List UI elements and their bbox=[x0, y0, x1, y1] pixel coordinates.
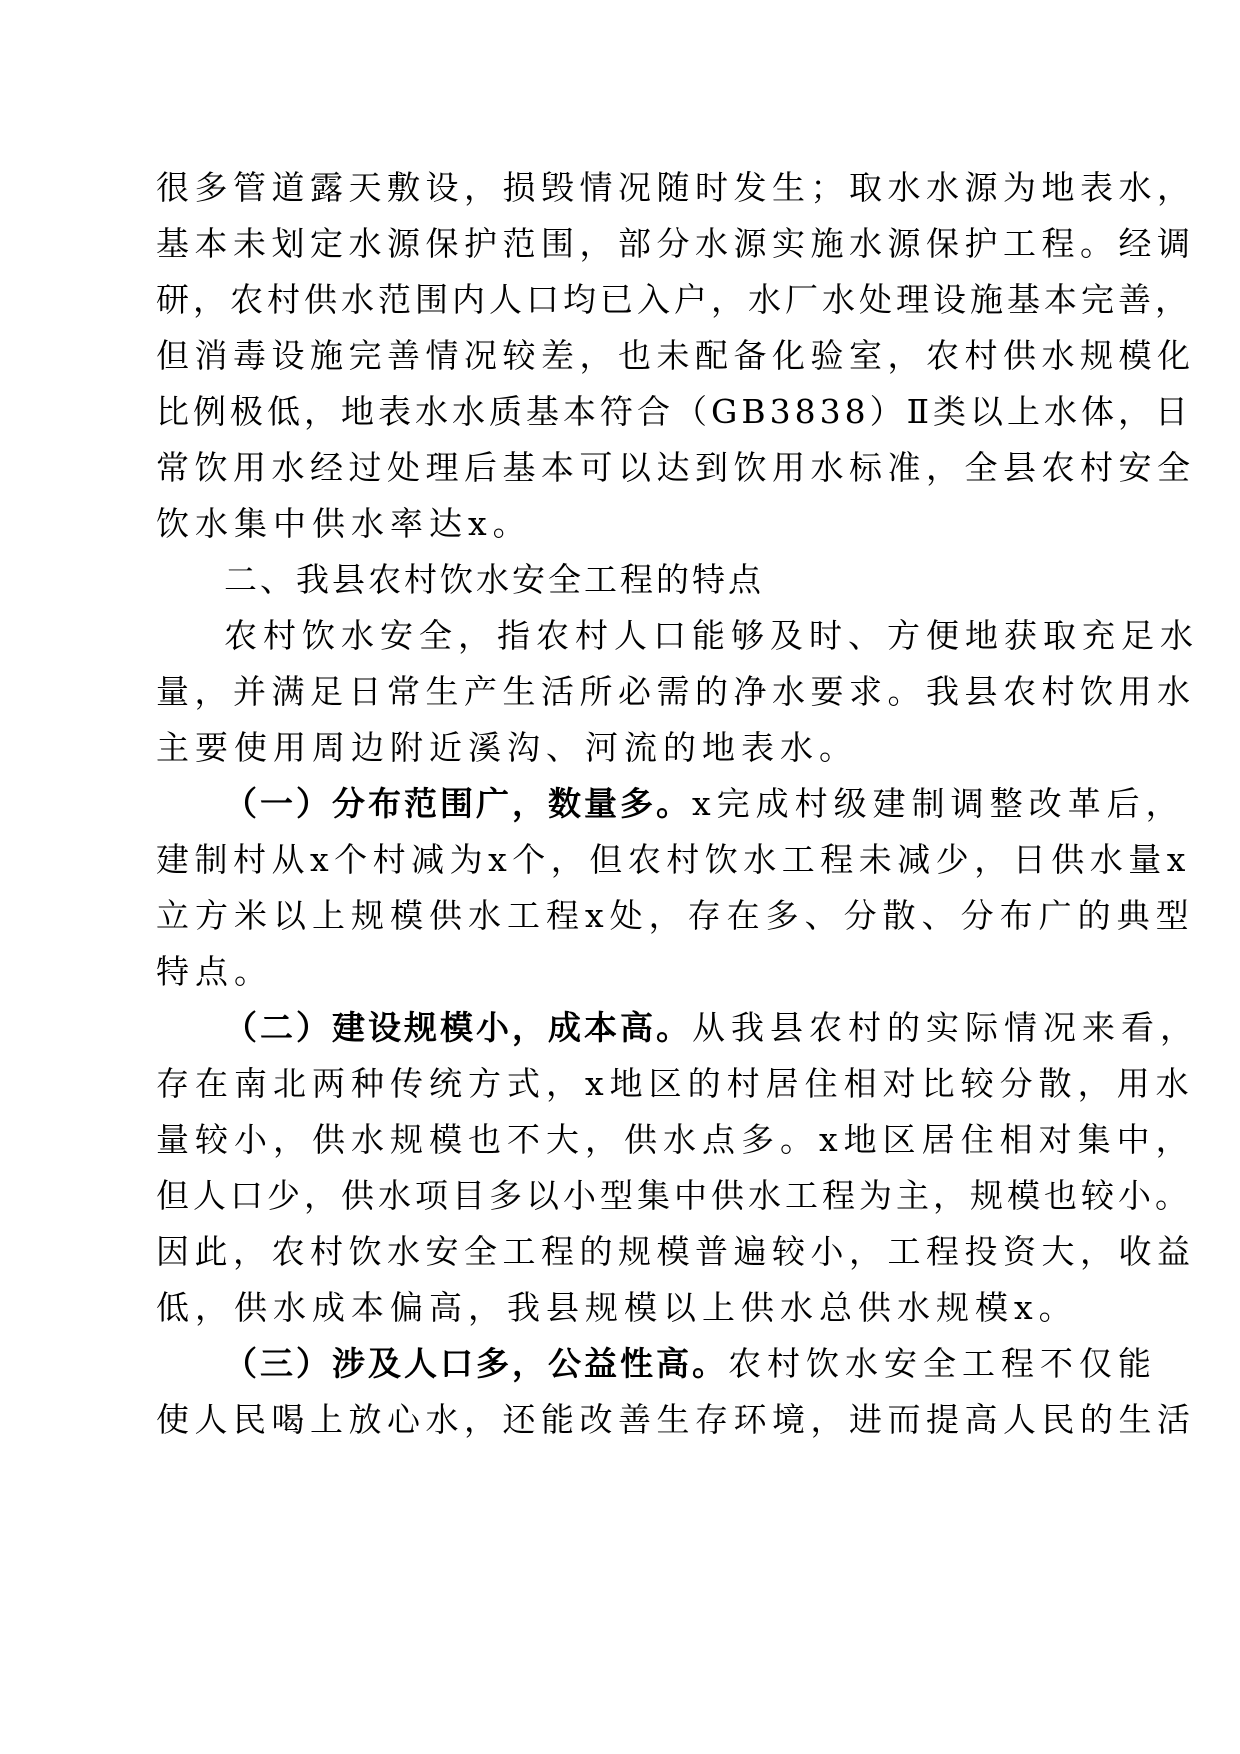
intro-line-5: 比例极低，地表水水质基本符合（GB3838）Ⅱ类以上水体，日 bbox=[156, 392, 1193, 431]
definition-line-3: 主要使用周边附近溪沟、河流的地表水。 bbox=[156, 728, 858, 767]
point-1-first-line bbox=[224, 782, 1185, 826]
point-1-title: （一）分布范围广，数量多。 bbox=[224, 784, 692, 823]
intro-line-1: 很多管道露天敷设，损毁情况随时发生；取水水源为地表水， bbox=[156, 168, 1196, 207]
point-3-line-2: 使人民喝上放心水，还能改善生存环境，进而提高人民的生活 bbox=[156, 1400, 1196, 1439]
intro-line-2: 基本未划定水源保护范围，部分水源实施水源保护工程。经调 bbox=[156, 224, 1196, 263]
point-2-first-line bbox=[224, 1006, 1199, 1050]
point-2-line-5: 因此，农村饮水安全工程的规模普遍较小，工程投资大，收益 bbox=[156, 1232, 1196, 1271]
intro-line-7: 饮水集中供水率达x。 bbox=[156, 504, 532, 543]
point-2-title: （二）建设规模小，成本高。 bbox=[224, 1008, 692, 1047]
point-3-title: （三）涉及人口多，公益性高。 bbox=[224, 1344, 728, 1383]
point-3-first-line bbox=[224, 1342, 1157, 1386]
point-2-line-3: 量较小，供水规模也不大，供水点多。x地区居住相对集中， bbox=[156, 1120, 1195, 1159]
point-2-line-4: 但人口少，供水项目多以小型集中供水工程为主，规模也较小。 bbox=[156, 1176, 1192, 1215]
intro-line-3: 研，农村供水范围内人口均已入户，水厂水处理设施基本完善， bbox=[156, 280, 1192, 319]
intro-line-6: 常饮用水经过处理后基本可以达到饮用水标准，全县农村安全 bbox=[156, 448, 1196, 487]
definition-line-2: 量，并满足日常生产生活所必需的净水要求。我县农村饮用水 bbox=[156, 672, 1196, 711]
point-2-first-text: 从我县农村的实际情况来看， bbox=[692, 1008, 1199, 1047]
point-3-first-text: 农村饮水安全工程不仅能 bbox=[728, 1344, 1157, 1383]
point-2-line-2: 存在南北两种传统方式，x地区的村居住相对比较分散，用水 bbox=[156, 1064, 1195, 1103]
point-1-line-2: 建制村从x个村减为x个，但农村饮水工程未减少，日供水量x bbox=[156, 840, 1191, 879]
definition-line-1: 农村饮水安全，指农村人口能够及时、方便地获取充足水 bbox=[224, 616, 1199, 655]
point-2-line-6: 低，供水成本偏高，我县规模以上供水总供水规模x。 bbox=[156, 1288, 1078, 1327]
section-heading: 二、我县农村饮水安全工程的特点 bbox=[224, 560, 764, 599]
point-1-line-3: 立方米以上规模供水工程x处，存在多、分散、分布广的典型 bbox=[156, 896, 1195, 935]
intro-line-4: 但消毒设施完善情况较差，也未配备化验室，农村供水规模化 bbox=[156, 336, 1196, 375]
point-1-line-4: 特点。 bbox=[156, 952, 273, 991]
point-1-first-text: x完成村级建制调整改革后， bbox=[692, 784, 1185, 823]
